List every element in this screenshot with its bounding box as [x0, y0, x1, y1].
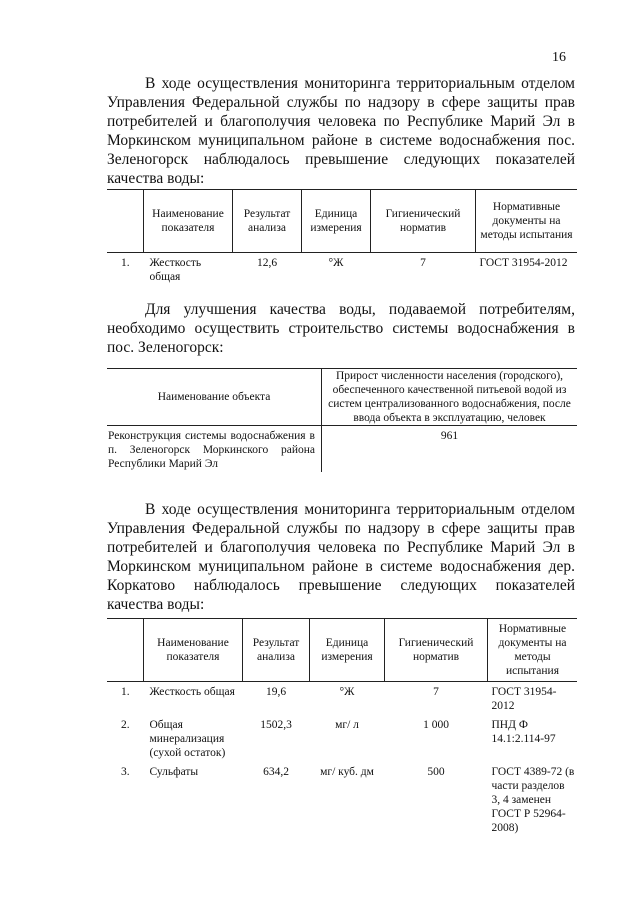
header-unit: Единица измерения [302, 190, 371, 253]
header-indicator-name: Наименование показателя [144, 619, 243, 682]
indicator-name: Жесткость общая [149, 257, 202, 283]
result-value: 1502,3 [260, 719, 292, 731]
doc-value: ПНД Ф 14.1:2.114-97 [491, 719, 556, 745]
norm-value: 7 [420, 257, 426, 269]
indicator-name: Жесткость общая [149, 686, 235, 698]
header-docs: Нормативные документы на методы испытания [476, 190, 578, 253]
paragraph-monitoring-korkatovo: В ходе осуществления мониторинга территориальным отделом Управления Федеральной службы по надзору в сфере защиты прав потребителей и благополучия человека по Республике Марий Эл в Моркинском муниципальном районе в системе водоснабжения дер. Коркатово наблюдалось превышение следующих показателей качества воды: [107, 501, 575, 613]
indicator-name: Общая минерализация (сухой остаток) [149, 719, 226, 759]
doc-value: ГОСТ 31954-2012 [491, 686, 557, 712]
header-number [107, 619, 144, 682]
norm-value: 500 [427, 766, 445, 778]
header-result: Результат анализа [243, 619, 310, 682]
norm-value: 7 [433, 686, 439, 698]
table-row [107, 762, 577, 837]
construction-object-table [107, 368, 577, 472]
header-norm: Гигиенический норматив [385, 619, 488, 682]
doc-value: ГОСТ 4389-72 (в части разделов 3, 4 заменен ГОСТ Р 52964-2008) [491, 766, 575, 834]
row-number: 3. [120, 766, 130, 778]
result-value: 634,2 [263, 766, 289, 778]
unit-value: мг/ л [335, 719, 359, 731]
unit-value: °Ж [328, 257, 344, 269]
header-population-growth: Прирост численности населения (городского), обеспеченного качественной питьевой водой из систем централизованного водоснабжения, после ввода объекта в эксплуатацию, человек [322, 369, 578, 426]
result-value: 12,6 [256, 257, 278, 269]
paragraph-monitoring-zelenogorsk: В ходе осуществления мониторинга территориальным отделом Управления Федеральной службы по надзору в сфере защиты прав потребителей и благополучия человека по Республике Марий Эл в Моркинском муниципальном районе в системе водоснабжения пос. Зеленогорск наблюдалось превышение следующих показателей качества воды: [107, 75, 575, 187]
unit-value: мг/ куб. дм [320, 766, 374, 778]
table-row [107, 715, 577, 762]
header-result: Результат анализа [233, 190, 302, 253]
header-indicator-name: Наименование показателя [144, 190, 233, 253]
page-number: 16 [552, 50, 566, 65]
table-row [107, 253, 577, 286]
table-header-row [107, 190, 577, 253]
header-docs: Нормативные документы на методы испытания [488, 619, 578, 682]
table-row [107, 426, 577, 473]
object-name: Реконструкция системы водоснабжения в п. Зеленогорск Моркинского района Республики Марий Эл [108, 430, 315, 470]
doc-value: ГОСТ 31954-2012 [479, 257, 568, 269]
table-row [107, 682, 577, 716]
row-number: 1. [120, 257, 130, 269]
indicator-name: Сульфаты [149, 766, 199, 778]
water-quality-table-korkatovo [107, 618, 577, 837]
header-object-name: Наименование объекта [107, 369, 322, 426]
row-number: 1. [120, 686, 130, 698]
unit-value: °Ж [339, 686, 355, 698]
table-header-row [107, 369, 577, 426]
table-header-row [107, 619, 577, 682]
header-number [107, 190, 144, 253]
norm-value: 1 000 [423, 719, 449, 731]
water-quality-table-zelenogorsk [107, 189, 577, 285]
result-value: 19,6 [265, 686, 287, 698]
header-unit: Единица измерения [310, 619, 385, 682]
row-number: 2. [120, 719, 130, 731]
header-norm: Гигиенический норматив [371, 190, 476, 253]
paragraph-construction-need: Для улучшения качества воды, подаваемой потребителям, необходимо осуществить строительство системы водоснабжения в пос. Зеленогорск: [107, 301, 575, 356]
population-growth-value: 961 [322, 426, 578, 473]
